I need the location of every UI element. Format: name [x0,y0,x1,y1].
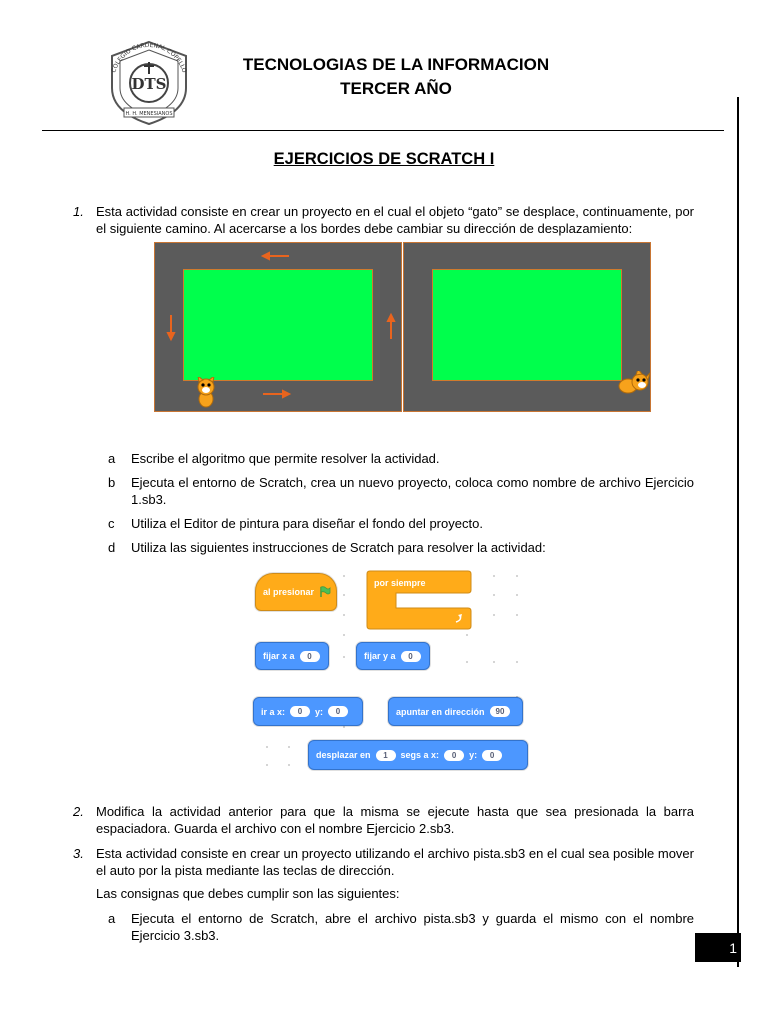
header-subtitle: TERCER AÑO [340,79,452,98]
point-direction-block [388,697,523,726]
logo-monogram: DTS [131,75,167,93]
value-input: 0 [401,651,421,662]
sub-item-letter: d [108,540,116,555]
direction-arrows [155,243,401,411]
sub-item-text: Ejecuta el entorno de Scratch, crea un nuevo proyecto, coloca como nombre de archivo Ejercicio 1.sb3. [131,475,694,507]
scratch-cat-icon [193,377,219,409]
arrow-down-icon [168,333,174,339]
track-scene-right [403,242,651,412]
page-title: EJERCICIOS DE SCRATCH I [273,150,495,168]
item-intro: Las consignas que debes cumplir son las siguientes: [96,886,400,901]
set-x-block [255,642,329,670]
scratch-blocks-image [248,566,530,774]
logo-text-bottom: H. H. MENESIANOS [125,111,173,117]
value-input: 0 [328,706,348,717]
item-text: Esta actividad consiste en crear un proyecto utilizando el archivo pista.sb3 en el cual sea posible mover el auto por la pista mediante las teclas de dirección. [96,846,694,878]
block-label: al presionar [263,587,315,597]
arrow-left-icon [263,253,269,259]
sub-item-letter: b [108,475,116,490]
block-label: ir a x: [261,706,286,717]
block-label: segs a x: [400,750,440,760]
green-flag-icon [319,586,331,598]
scratch-cat-icon [616,371,650,397]
header-divider [42,130,724,131]
track-scene-left [154,242,402,412]
value-input: 90 [490,706,511,717]
margin-line [737,97,739,967]
sub-item-text: Utiliza las siguientes instrucciones de Scratch para resolver la actividad: [131,540,546,555]
page-number: 1 [695,933,741,962]
block-label: desplazar en [316,750,371,760]
set-y-block [356,642,430,670]
value-input: 0 [444,750,464,761]
value-input: 0 [290,706,310,717]
logo-text-top: COLEGIO CARDENAL COPELLO [110,41,188,74]
header-title: TECNOLOGIAS DE LA INFORMACION [242,55,550,74]
item-number: 2. [73,804,84,819]
grass-area [432,269,622,381]
school-logo [100,38,198,126]
sub-item-text: Escribe el algoritmo que permite resolver la actividad. [131,451,440,466]
item-text: Esta actividad consiste en crear un proyecto en el cual el objeto “gato” se desplace, continuamente, por el siguiente camino. Al acercarse a los bordes debe cambiar su dirección de desplazamiento: [96,204,694,236]
arrow-up-icon [388,315,394,321]
item-text: Modifica la actividad anterior para que la misma se ejecute hasta que sea presionada la barra espaciadora. Guarda el archivo con el nombre Ejercicio 2.sb3. [96,804,694,836]
block-label: y: [469,750,478,760]
item-number: 3. [73,846,84,861]
block-label: fijar y a [364,651,396,661]
sub-item-text: Utiliza el Editor de pintura para diseñar el fondo del proyecto. [131,516,483,531]
sub-item-letter: a [108,451,116,466]
arrow-right-icon [283,391,289,397]
value-input: 1 [376,750,396,761]
block-label: apuntar en dirección [396,706,485,717]
value-input: 0 [482,750,502,761]
block-label: y: [315,706,324,717]
block-label: fijar x a [263,651,295,661]
when-flag-clicked-block [255,573,337,611]
glide-block [308,740,528,770]
forever-label: por siempre [374,578,426,588]
sub-item-letter: c [108,516,115,531]
item-number: 1. [73,204,84,219]
go-to-xy-block [253,697,363,726]
sub-item-text: Ejecuta el entorno de Scratch, abre el archivo pista.sb3 y guarda el mismo con el nombre Ejercicio 3.sb3. [131,911,694,943]
sub-item-letter: a [108,911,116,926]
value-input: 0 [300,651,320,662]
